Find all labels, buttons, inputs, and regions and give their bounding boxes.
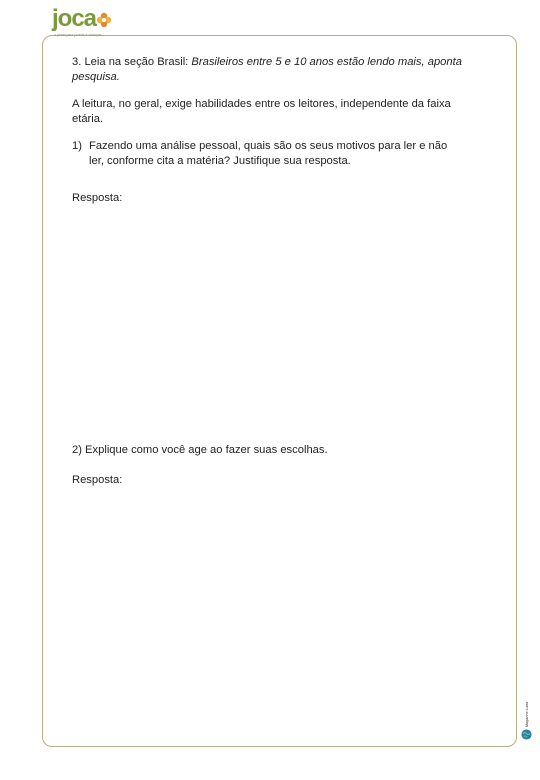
article-title: Brasileiros entre 5 e 10 anos estão lendo mais, aponta pesquisa.	[72, 56, 462, 83]
question-item-1-text: Fazendo uma análise pessoal, quais são os seus motivos para ler e não ler, conforme cita a matéria? Justifique sua resposta.	[89, 140, 448, 167]
side-brand-label: Magazine Luiza	[525, 701, 529, 727]
answer-2-label: Resposta:	[72, 474, 123, 486]
question-3-intro	[72, 55, 462, 85]
question-item-1	[72, 139, 462, 169]
reading-statement: A leitura, no geral, exige habilidades entre os leitores, independente da faixa etária.	[72, 98, 451, 125]
logo-tagline: o jornal para jovens e crianças	[54, 33, 102, 37]
joca-logo	[52, 5, 114, 37]
question-item-1-number: 1)	[72, 140, 82, 152]
logo-wordmark: joca	[52, 5, 97, 32]
question-3-block	[72, 55, 462, 181]
flower-icon	[96, 12, 112, 28]
question-item-2-text: 2) Explique como você age ao fazer suas escolhas.	[72, 444, 328, 456]
question-3-prefix: 3. Leia na seção Brasil:	[72, 56, 192, 68]
answer-1-label: Resposta:	[72, 192, 123, 204]
globe-icon	[521, 729, 532, 740]
